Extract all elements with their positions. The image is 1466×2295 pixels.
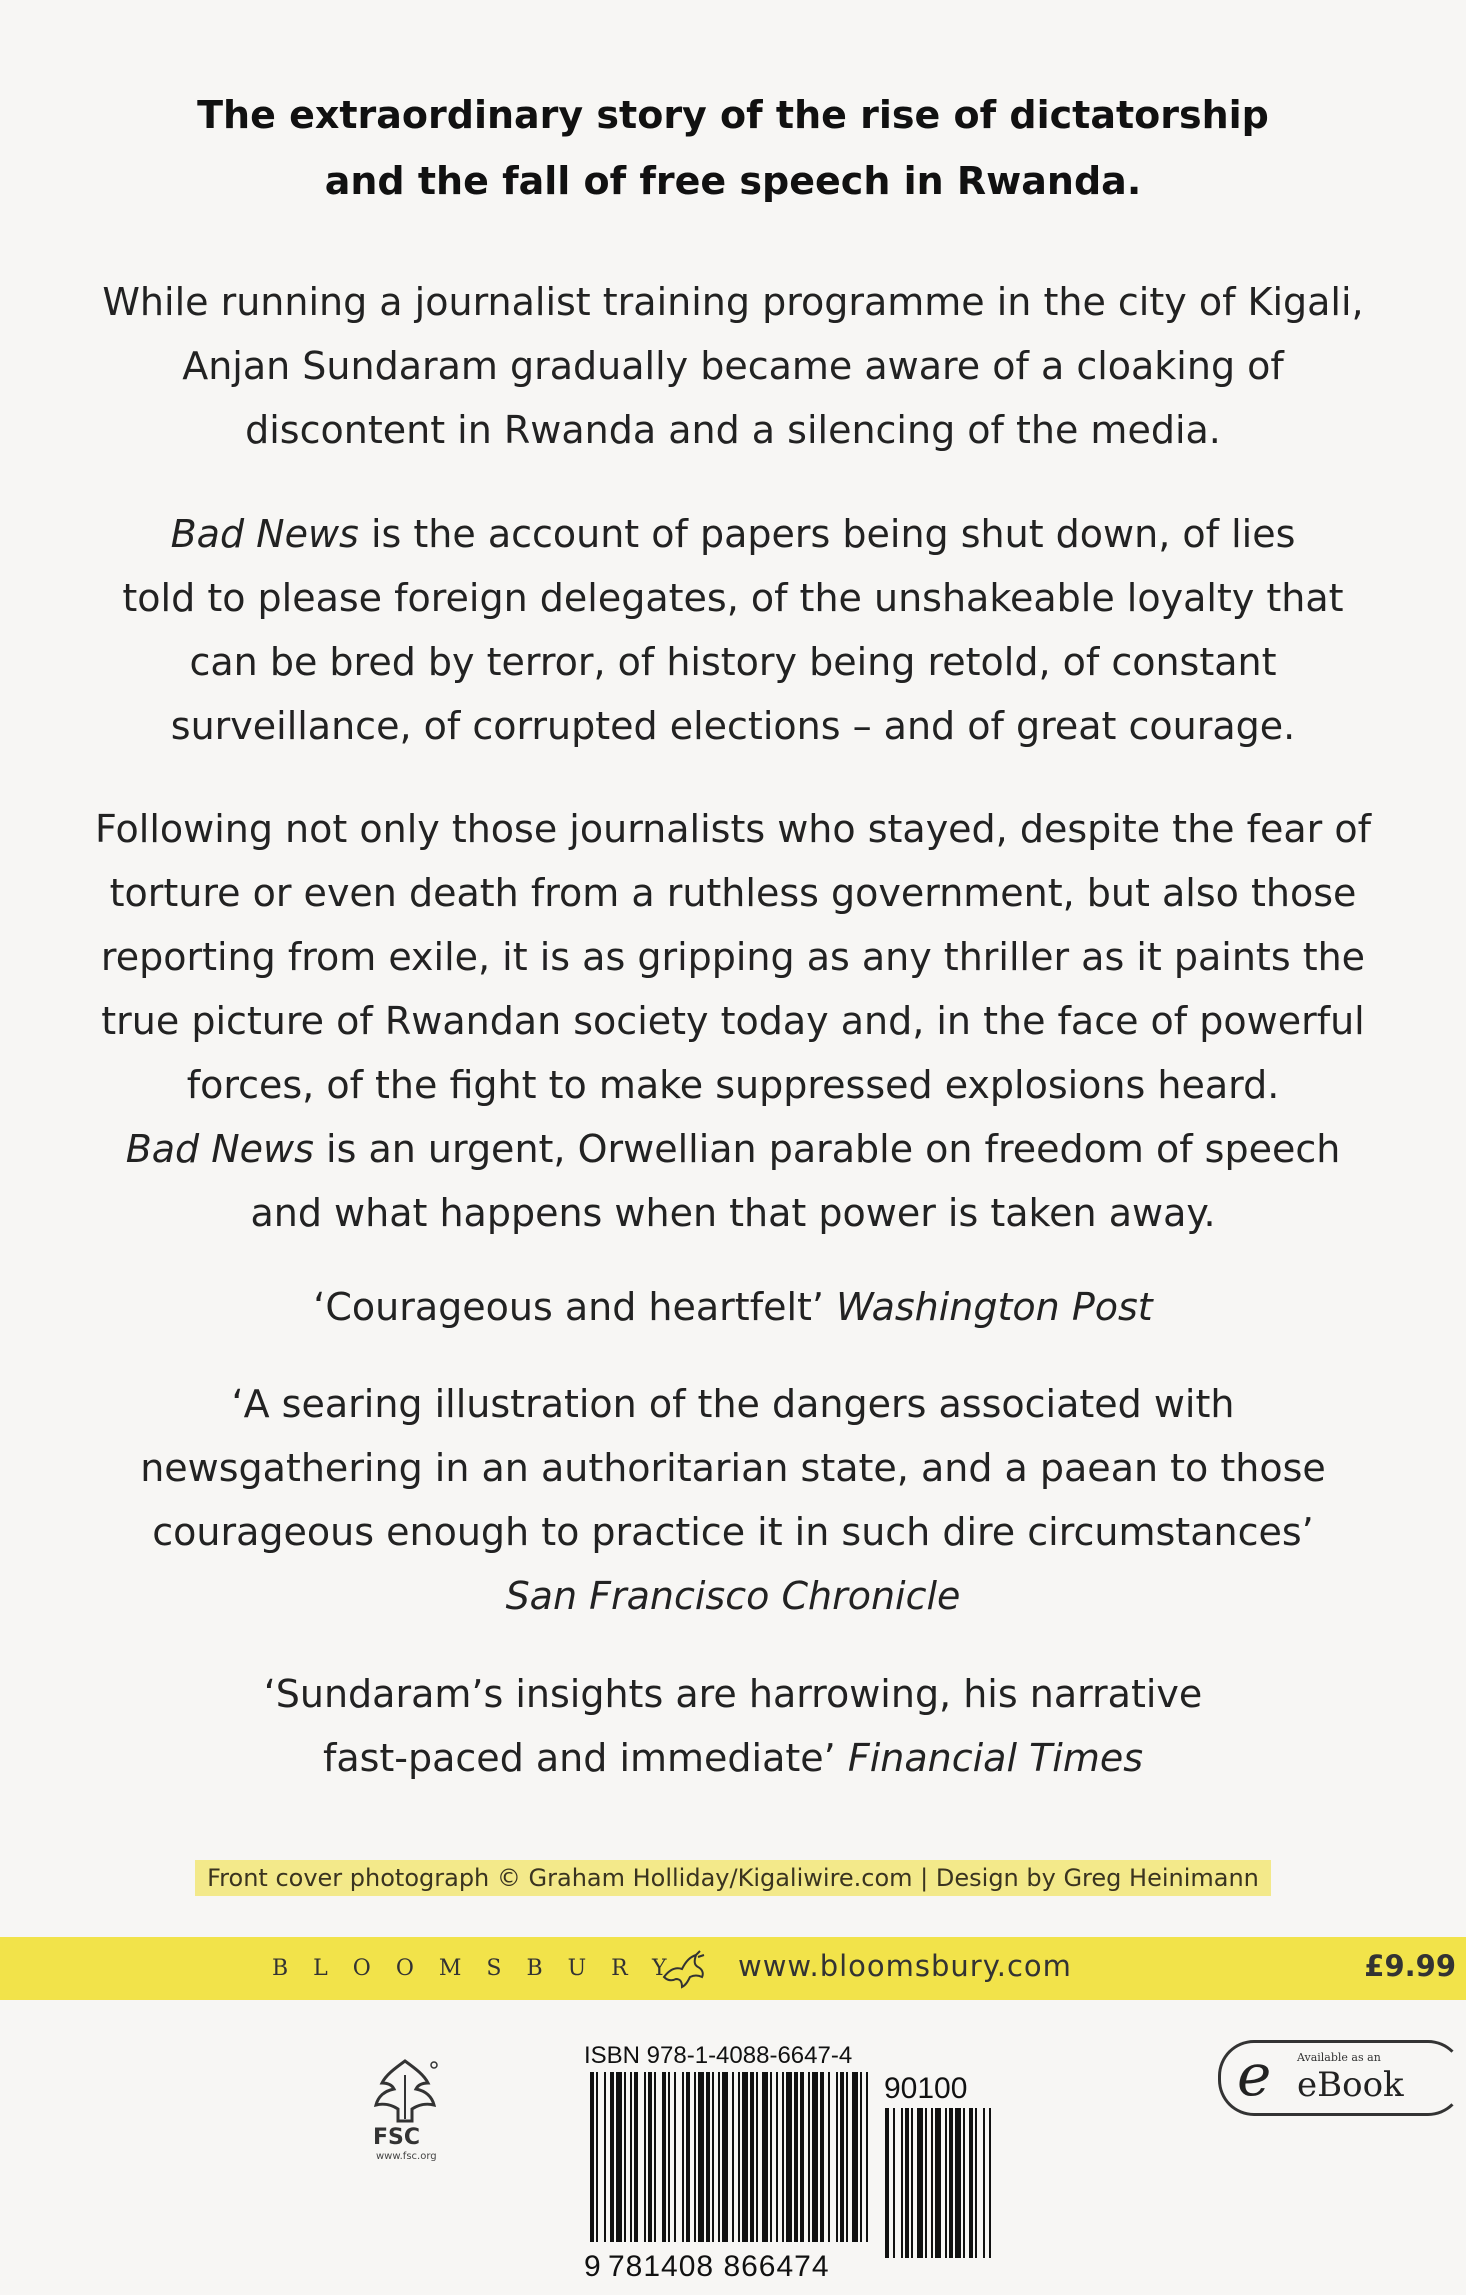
credits-text: Front cover photograph © Graham Holliday/Kigaliwire.com | Design by Greg Heinimann: [195, 1860, 1271, 1896]
text-line: told to please foreign delegates, of the unshakeable loyalty that: [122, 576, 1344, 620]
bloomsbury-dog-logo-icon: [660, 1947, 708, 1989]
text-line: and what happens when that power is taken away.: [250, 1191, 1216, 1235]
text-line: newsgathering in an authoritarian state, and a paean to those: [140, 1446, 1326, 1490]
barcode-bar: [812, 2072, 818, 2242]
barcode-bar: [604, 2072, 606, 2242]
barcode-addon-bar: [905, 2108, 909, 2258]
publisher-website-link[interactable]: www.bloomsbury.com: [738, 1949, 1072, 1983]
barcode-addon-bar: [885, 2108, 889, 2258]
text-fragment: is an urgent, Orwellian parable on freedom of speech: [313, 1127, 1341, 1171]
barcode-addon-bar: [901, 2108, 903, 2258]
barcode-bar: [722, 2072, 728, 2242]
cover-credits: [0, 1860, 1466, 1896]
barcode-digits: 781408 866474: [608, 2250, 830, 2283]
text-line: [40, 1117, 1426, 1181]
barcode-bar: [866, 2072, 868, 2242]
quote-text: fast-paced and immediate’: [322, 1736, 848, 1780]
barcode-addon-bar: [917, 2108, 923, 2258]
isbn-number: ISBN 978-1-4088-6647-4: [584, 2042, 853, 2069]
barcode-bar: [738, 2072, 740, 2242]
review-quote-2: [40, 1372, 1426, 1628]
text-line: surveillance, of corrupted elections – and of great courage.: [170, 704, 1296, 748]
text-line: [40, 502, 1426, 566]
barcode-bar: [698, 2072, 704, 2242]
barcode-bar: [742, 2072, 748, 2242]
barcode-bar: [706, 2072, 710, 2242]
quote-text: ‘Courageous and heartfelt’: [313, 1285, 837, 1329]
quote-source: San Francisco Chronicle: [505, 1574, 961, 1618]
barcode-bar: [770, 2072, 772, 2242]
barcode-addon-bar: [925, 2108, 927, 2258]
barcode-addon-bar: [931, 2108, 933, 2258]
text-line: [40, 1275, 1426, 1339]
barcode-bar: [756, 2072, 758, 2242]
text-line: can be bred by terror, of history being retold, of constant: [189, 640, 1277, 684]
barcode-addon-bar: [963, 2108, 965, 2258]
synopsis-paragraph-1: [40, 270, 1426, 462]
barcode-addon-bar: [989, 2108, 991, 2258]
barcode-bar: [644, 2072, 646, 2242]
barcode-bar: [662, 2072, 666, 2242]
barcode-bar: [686, 2072, 690, 2242]
text-line: reporting from exile, it is as gripping as any thriller as it paints the: [100, 935, 1366, 979]
barcode-bar: [776, 2072, 778, 2242]
price-label: £9.99: [1364, 1949, 1456, 1983]
barcode-bar: [648, 2072, 652, 2242]
barcode-addon-bar: [969, 2108, 973, 2258]
text-line: ‘A searing illustration of the dangers associated with: [231, 1382, 1235, 1426]
barcode-bar: [794, 2072, 798, 2242]
ebook-e-letter: e: [1237, 2041, 1272, 2109]
publisher-name: BLOOMSBURY: [272, 1956, 692, 1981]
barcode-addon-bar: [935, 2108, 941, 2258]
text-line: Anjan Sundaram gradually became aware of a cloaking of: [182, 344, 1284, 388]
barcode-bar: [596, 2072, 598, 2242]
barcode-addon-bar: [945, 2108, 947, 2258]
ebook-label: eBook: [1297, 2065, 1404, 2105]
barcode-bar: [668, 2072, 670, 2242]
text-fragment: is the account of papers being shut down, of lies: [358, 512, 1296, 556]
barcode-bar: [808, 2072, 810, 2242]
book-title-italic: Bad News: [125, 1127, 314, 1171]
barcode-bar: [682, 2072, 684, 2242]
barcode-addon-bar: [893, 2108, 895, 2258]
barcode-bar: [852, 2072, 858, 2242]
barcode-bar: [590, 2072, 594, 2242]
text-line: ‘Sundaram’s insights are harrowing, his narrative: [263, 1672, 1203, 1716]
barcode-bar: [846, 2072, 848, 2242]
barcode-bar: [840, 2072, 844, 2242]
text-line: true picture of Rwandan society today and, in the face of powerful: [101, 999, 1365, 1043]
text-line: torture or even death from a ruthless government, but also those: [109, 871, 1357, 915]
book-title-italic: Bad News: [170, 512, 359, 556]
tagline-line: The extraordinary story of the rise of dictatorship: [197, 93, 1269, 137]
tagline: [0, 82, 1466, 214]
ebook-badge: [1218, 2040, 1464, 2116]
barcode-bar: [836, 2072, 838, 2242]
barcode-bar: [718, 2072, 720, 2242]
barcode-addon-bar: [955, 2108, 961, 2258]
barcode-addon-bar: [975, 2108, 977, 2258]
barcode-addon-bar: [949, 2108, 953, 2258]
barcode-bar: [762, 2072, 768, 2242]
barcode-bar: [820, 2072, 824, 2242]
barcode-bar: [630, 2072, 632, 2242]
barcode-bar: [828, 2072, 830, 2242]
text-line: [40, 1726, 1426, 1790]
barcode-bar: [616, 2072, 622, 2242]
text-line: While running a journalist training programme in the city of Kigali,: [102, 280, 1364, 324]
text-line: discontent in Rwanda and a silencing of the media.: [245, 408, 1221, 452]
tagline-line: and the fall of free speech in Rwanda.: [324, 159, 1142, 203]
barcode-bar: [624, 2072, 626, 2242]
barcode-addon-bar: [911, 2108, 913, 2258]
barcode-bar: [732, 2072, 734, 2242]
barcode-bar: [750, 2072, 754, 2242]
barcode-lead-digit: 9: [584, 2250, 601, 2283]
text-line: Following not only those journalists who stayed, despite the fear of: [95, 807, 1371, 851]
ebook-available-text: Available as an: [1297, 2051, 1381, 2064]
text-line: forces, of the fight to make suppressed explosions heard.: [186, 1063, 1280, 1107]
barcode-bar: [674, 2072, 676, 2242]
barcode-bar: [786, 2072, 792, 2242]
barcode-addon-digits: 90100: [884, 2072, 968, 2105]
review-quote-3: [40, 1662, 1426, 1790]
barcode-addon-bar: [983, 2108, 985, 2258]
barcode-bar: [712, 2072, 714, 2242]
barcode-bar: [800, 2072, 804, 2242]
barcode-bar: [610, 2072, 614, 2242]
barcode-bar: [654, 2072, 656, 2242]
publisher-bar: [0, 1937, 1466, 2000]
synopsis-paragraph-3: [40, 797, 1426, 1245]
fsc-label: FSC: [373, 2125, 421, 2150]
barcode-bar: [860, 2072, 862, 2242]
synopsis-paragraph-2: [40, 502, 1426, 758]
barcode-bar: [634, 2072, 638, 2242]
text-line: courageous enough to practice it in such dire circumstances’: [152, 1510, 1314, 1554]
quote-source: Financial Times: [847, 1736, 1144, 1780]
fsc-url: www.fsc.org: [376, 2151, 437, 2162]
quote-source: Washington Post: [836, 1285, 1153, 1329]
barcode-bar: [694, 2072, 696, 2242]
review-quote-1: [40, 1275, 1426, 1339]
barcode-bar: [782, 2072, 784, 2242]
